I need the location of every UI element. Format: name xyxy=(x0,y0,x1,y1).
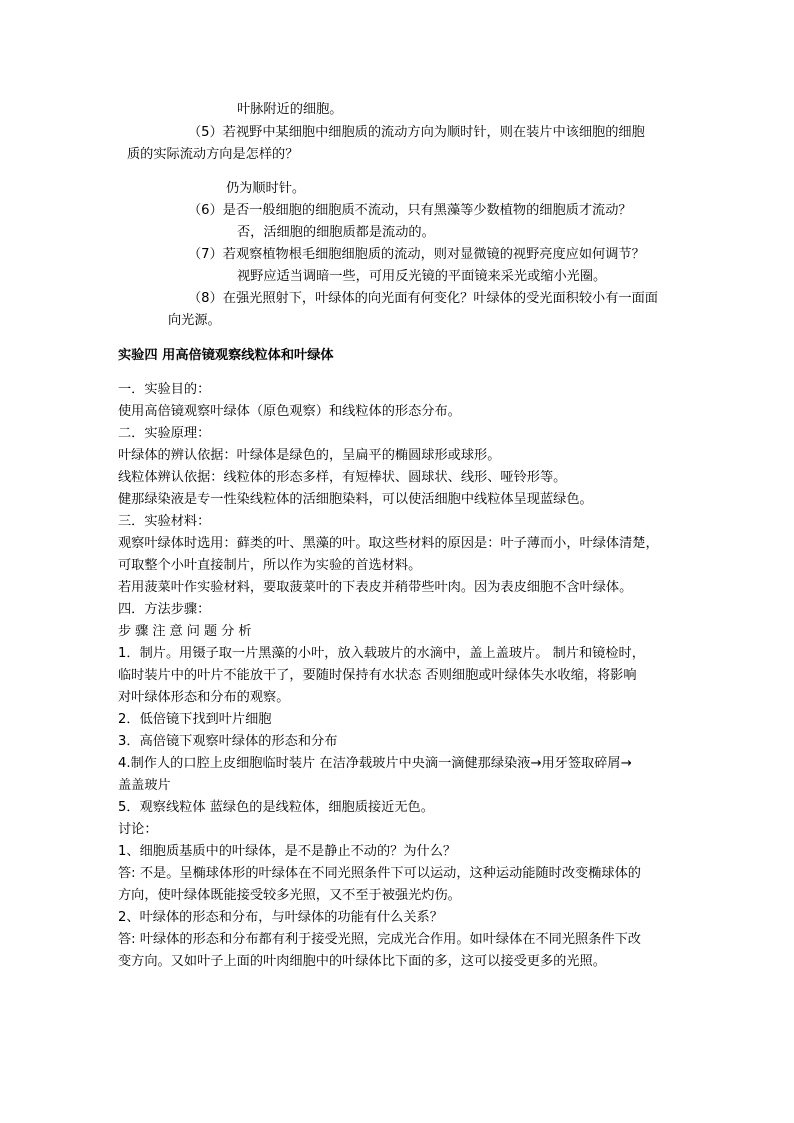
step-1: 1．制片。用镊子取一片黑藻的小叶，放入载玻片的水滴中，盖上盖玻片。 制片和镜检时， xyxy=(118,646,645,661)
step-3: 3．高倍镜下观察叶绿体的形态和分布 xyxy=(118,734,338,749)
answer-7: 视野应适当调暗一些，可用反光镜的平面镜来采光或缩小光圈。 xyxy=(237,269,607,284)
heading-principle: 二．实验原理： xyxy=(118,426,211,441)
principle-2: 线粒体辨认依据：线粒体的形态多样，有短棒状、圆球状、线形、哑铃形等。 xyxy=(118,470,567,485)
question-8: （8）在强光照射下，叶绿体的向光面有何变化？叶绿体的受光面积较小有一面面 xyxy=(188,291,658,306)
step-4-cont: 盖盖玻片 xyxy=(118,778,171,793)
step-5: 5．观察线粒体 蓝绿色的是线粒体，细胞质接近无色。 xyxy=(118,800,434,815)
step-4: 4.制作人的口腔上皮细胞临时装片 在洁净载玻片中央滴一滴健那绿染液→用牙签取碎屑→ xyxy=(118,756,632,771)
purpose-text: 使用高倍镜观察叶绿体（原色观察）和线粒体的形态分布。 xyxy=(118,404,461,419)
question-5-cont: 质的实际流动方向是怎样的？ xyxy=(127,147,299,162)
discussion-answer-2: 答: 叶绿体的形态和分布都有利于接受光照，完成光合作用。如叶绿体在不同光照条件下改 xyxy=(118,932,641,947)
step-2: 2．低倍镜下找到叶片细胞 xyxy=(118,712,272,727)
question-8-cont: 向光源。 xyxy=(168,313,221,328)
principle-1: 叶绿体的辨认依据：叶绿体是绿色的，呈扁平的椭圆球形或球形。 xyxy=(118,448,501,463)
materials-3: 若用菠菜叶作实验材料，要取菠菜叶的下表皮并稍带些叶肉。因为表皮细胞不含叶绿体。 xyxy=(118,580,633,595)
section-title: 实验四 用高倍镜观察线粒体和叶绿体 xyxy=(118,348,334,363)
discussion-answer-2-cont: 变方向。又如叶子上面的叶肉细胞中的叶绿体比下面的多，这可以接受更多的光照。 xyxy=(118,954,606,969)
step-1-cont: 临时装片中的叶片不能放干了，要随时保持有水状态 否则细胞或叶绿体失水收缩，将影响 xyxy=(118,668,637,683)
discussion-question-2: 2、叶绿体的形态和分布，与叶绿体的功能有什么关系？ xyxy=(118,910,443,925)
materials-2: 可取整个小叶直接制片，所以作为实验的首选材料。 xyxy=(118,558,422,573)
step-1-cont2: 对叶绿体形态和分布的观察。 xyxy=(118,690,290,705)
heading-materials: 三．实验材料： xyxy=(118,514,211,529)
discussion-answer-1: 答: 不是。呈椭球体形的叶绿体在不同光照条件下可以运动，这种运动能随时改变椭球体的 xyxy=(118,866,641,881)
question-5: （5）若视野中某细胞中细胞质的流动方向为顺时针，则在装片中该细胞的细胞 xyxy=(188,125,645,140)
heading-purpose: 一．实验目的： xyxy=(118,382,211,397)
discussion-question-1: 1、细胞质基质中的叶绿体，是不是静止不动的？为什么？ xyxy=(118,844,457,859)
discussion-answer-1-cont: 方向，使叶绿体既能接受较多光照，又不至于被强光灼伤。 xyxy=(118,888,461,903)
question-6: （6）是否一般细胞的细胞质不流动，只有黑藻等少数植物的细胞质才流动？ xyxy=(188,203,632,218)
answer-6: 否，活细胞的细胞质都是流动的。 xyxy=(237,225,435,240)
answer-text: 叶脉附近的细胞。 xyxy=(237,102,343,117)
principle-3: 健那绿染液是专一性染线粒体的活细胞染料，可以使活细胞中线粒体呈现蓝绿色。 xyxy=(118,492,593,507)
answer-5: 仍为顺时针。 xyxy=(226,181,306,196)
method-columns: 步骤注意问题分析 xyxy=(118,624,256,639)
discussion-heading: 讨论： xyxy=(118,822,158,837)
materials-1: 观察叶绿体时选用：藓类的叶、黑藻的叶。取这些材料的原因是：叶子薄而小，叶绿体清楚， xyxy=(118,536,659,551)
question-7: （7）若观察植物根毛细胞细胞质的流动，则对显微镜的视野亮度应如何调节？ xyxy=(188,247,645,262)
heading-method: 四．方法步骤： xyxy=(118,602,211,617)
